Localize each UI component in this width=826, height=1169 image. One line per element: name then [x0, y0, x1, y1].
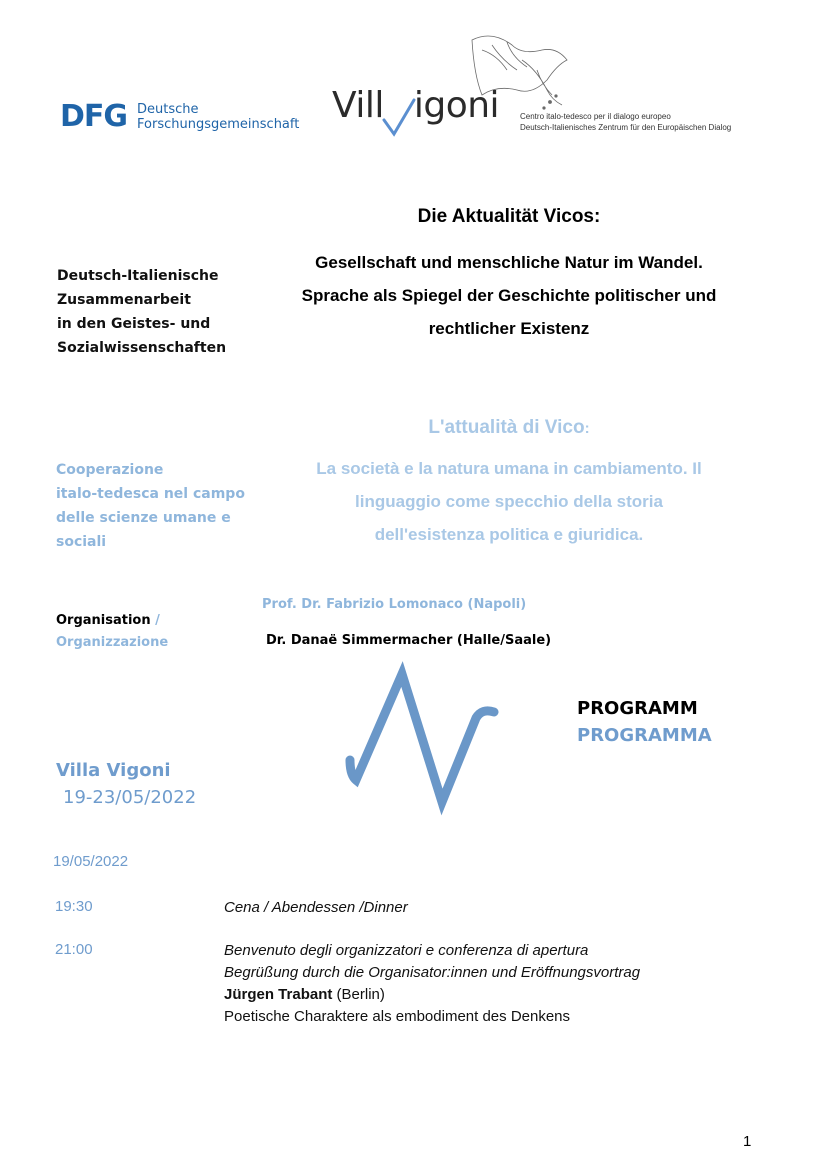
title-it-main — [256, 417, 762, 439]
side-it-line3: delle scienze umane e — [56, 510, 231, 526]
villa-vigoni-subtitle — [520, 111, 731, 133]
event-2-speaker-place: (Berlin) — [332, 986, 385, 1003]
organizer-1: Prof. Dr. Fabrizio Lomonaco (Napoli) — [262, 597, 527, 612]
title-it-line3: dell'esistenza politica e giuridica. — [374, 525, 644, 544]
event-2-line2: Begrüßung durch die Organisator:innen und Eröffnungsvortrag — [224, 964, 641, 981]
title-de-line3: rechtlicher Existenz — [428, 319, 590, 338]
title-de-subtitle — [256, 246, 762, 345]
organizer-2: Dr. Danaë Simmermacher (Halle/Saale) — [266, 633, 552, 648]
title-it-main-text: L'attualità di Vico — [428, 417, 585, 438]
schedule-event-1: Cena / Abendessen /Dinner — [224, 899, 408, 916]
title-de-line1: Gesellschaft und menschliche Natur im Wandel. — [315, 253, 703, 272]
side-de-line4: Sozialwissenschaften — [57, 340, 227, 356]
venue-name: Villa Vigoni — [56, 760, 171, 781]
event-2-speaker-line — [224, 984, 640, 1006]
side-it-line4: sociali — [56, 534, 107, 550]
organisation-slash: / — [150, 613, 160, 628]
title-it-subtitle — [256, 452, 762, 551]
dfg-name-line2: Forschungsgemeinschaft — [137, 117, 300, 132]
title-it-line1: La società e la natura umana in cambiamento. Il — [316, 459, 702, 478]
title-it-line2: linguaggio come specchio della storia — [355, 492, 663, 511]
title-de-main: Die Aktualität Vicos: — [417, 206, 601, 227]
side-it-line2: italo-tedesca nel campo — [56, 486, 245, 502]
organisation-label-de: Organisation — [56, 613, 151, 628]
side-de-line3: in den Geistes- und — [57, 316, 211, 332]
villa-logo-left: Vill — [332, 85, 384, 126]
page-number: 1 — [743, 1133, 752, 1150]
venue-dates: 19-23/05/2022 — [63, 787, 197, 808]
villa-sub-line1: Centro italo-tedesco per il dialogo europeo — [520, 112, 671, 121]
schedule-event-2 — [224, 940, 640, 1028]
event-2-line1: Benvenuto degli organizzatori e conferenza di apertura — [224, 942, 589, 959]
side-label-it — [56, 458, 266, 554]
program-label-it: PROGRAMMA — [577, 725, 712, 746]
program-label-de: PROGRAMM — [577, 698, 698, 719]
side-de-line2: Zusammenarbeit — [57, 292, 191, 308]
organisation-label-it: Organizzazione — [56, 635, 169, 650]
side-label-de — [57, 264, 257, 360]
villa-logo-right: igoni — [413, 85, 500, 126]
side-it-line1: Cooperazione — [56, 462, 164, 478]
schedule-time-2: 21:00 — [55, 941, 93, 958]
dfg-logo-mark: DFG — [60, 99, 128, 134]
schedule-day: 19/05/2022 — [53, 853, 129, 870]
title-de-line2: Sprache als Spiegel der Geschichte politischer und — [301, 286, 717, 305]
event-2-speaker: Jürgen Trabant — [224, 986, 333, 1003]
event-2-talk: Poetische Charaktere als embodiment des Denkens — [224, 1008, 571, 1025]
dfg-logo-text — [137, 102, 299, 132]
dfg-logo — [60, 99, 300, 134]
villa-vigoni-wordmark — [332, 85, 500, 126]
title-it-colon: : — [584, 420, 590, 437]
side-de-line1: Deutsch-Italienische — [57, 268, 219, 284]
villa-vigoni-v-mark — [330, 660, 510, 820]
dfg-name-line1: Deutsche — [137, 102, 199, 117]
schedule-time-1: 19:30 — [55, 898, 93, 915]
organisation-label — [56, 610, 168, 654]
villa-sub-line2: Deutsch-Italienisches Zentrum für den Europäischen Dialog — [520, 123, 732, 132]
